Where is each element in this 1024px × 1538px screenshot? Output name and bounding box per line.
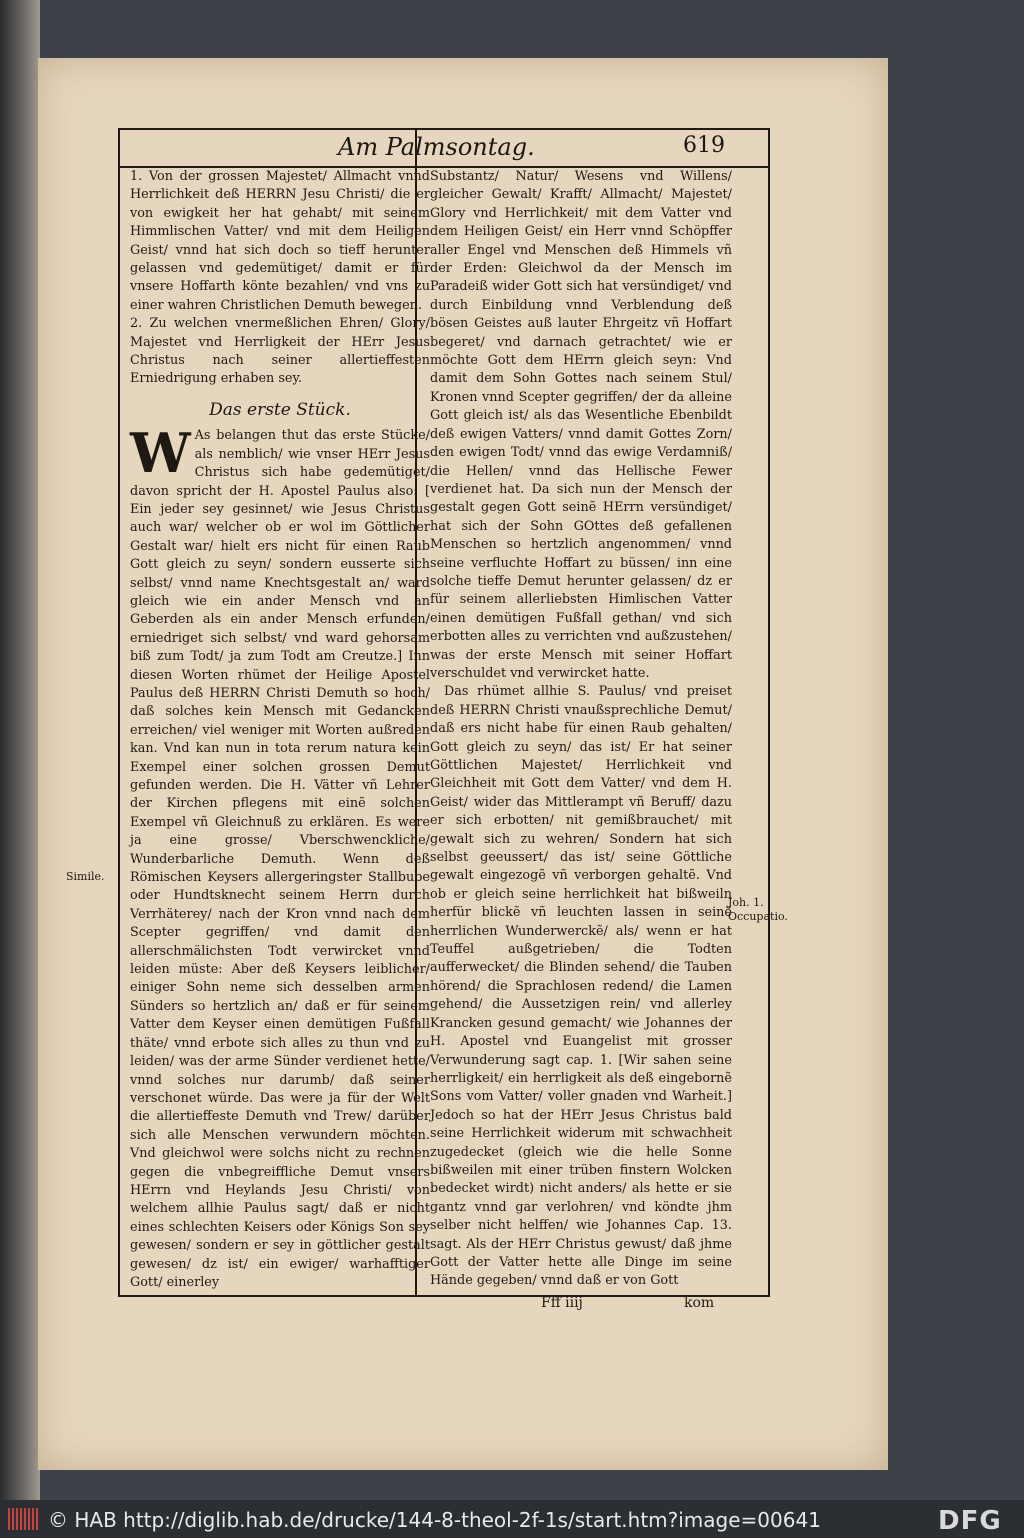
body-text: As belangen thut das erste Stücke/ als nemblich/ wie vnser HErr Jesus Christus sich habe gedemütiget/ davon spricht der H. Apostel Paulus also: [ Ein jeder sey gesinnet/ wie Jesus Christus auch war/ welcher ob er wol im Göttlicher Gestalt war/ hielt ers nicht für einen Raub Gott gleich zu seyn/ sondern eusserte sich selbst/ vnnd name Knechtsgestalt an/ ward gleich wie ein ander Mensch vnd an Geberden als ein ander Mensch erfunden/ erniedriget sich selbst/ vnd ward gehorsam biß zum Todt/ ja zum Todt am Creutze.] Inn diesen Worten rhümet der Heilige Apostel Paulus deß HERRN Christi Demuth so hoch/ daß solches kein Mensch mit Gedancken erreichen/ viel weniger mit Worten außreden kan. Vnd kan nun in tota rerum natura kein Exempel einer solchen grossen Demut gefunden werden. Die H. Vätter vñ Lehrer der Kirchen pflegens mit einẽ solchen Exempel vñ Gleichnuß zu erklären. Es were ja eine grosse/ Vberschwenckliche/ Wunderbarliche Demuth. Wenn deß Römischen Keysers allergeringster Stallbube oder Hundtsknecht seinem Herrn durch Verrhäterey/ nach der Kron vnnd nach dem Scepter gegriffen/ vnd damit den allerschmälichsten Todt verwircket vnnd leiden müste: Aber deß Keysers leiblicher/ einiger Sohn neme sich desselben armen Sünders so hertzlich an/ daß er für seinem Vatter dem Keyser einen demütigen Fußfall thäte/ vnnd erbote sich alles zu thun vnd zu leiden/ was der arme Sünder verdienet hette/ vnnd solches nur darumb/ daß seiner verschonet würde. Das were ja für der Welt die allertieffeste Demuth vnd Trew/ darüber sich alle Menschen verwundern möchten. Vnd gleichwol were solchs nicht zu rechnen gegen die vnbegreiffliche Demut vnsers HErrn vnd Heylands Jesu Christi/ von welchem allhie Paulus sagt/ daß er nicht eines schlechten Keisers oder Königs Son sey gewesen/ sondern er sey in göttlicher gestalt gewesen/ dz ist/ ein ewiger/ warhafftiger Gott/ einerley <box>130 428 430 1290</box>
right-paragraph-one: Substantz/ Natur/ Wesens vnd Willens/ gleicher Gewalt/ Krafft/ Allmacht/ Majestet/ Glory vnd Herrlichkeit/ mit dem Vatter vnd dem Heiligen Geist/ ein Herr vnnd Schöpffer aller Engel vnd Menschen deß Himmels vñ der Erden: Gleichwol da der Mensch im Paradeiß wider Gott sich hat versündiget/ vnd durch Einbildung vnnd Verblendung deß bösen Geistes auß lauter Ehrgeitz vñ Hoffart begeret/ vnd darnach getrachtet/ wie er möchte Gott dem HErrn gleich seyn: Vnd damit dem Sohn Gottes nach seinem Stul/ Kronen vnnd Scepter gegriffen/ der da alleine Gott gleich ist/ als das Wesentliche Ebenbildt deß ewigen Vatters/ vnnd damit Gottes Zorn/ den ewigen Todt/ vnnd das ewige Verdamniß/ die Hellen/ vnnd das Hellische Fewer verdienet hat. Da sich nun der Mensch der gestalt gegen Gott seinẽ HErrn versündiget/ hat sich der Sohn GOttes deß gefallenen Menschen so hertzlich angenommen/ vnnd seine verfluchte Hoffart zu büssen/ inn eine solche tieffe Demut herunter gelassen/ dz er für seinem allerliebsten Himlischen Vatter einen demütigen Fußfall gethan/ vnd sich erbotten alles zu verrichten vnd außzustehen/ was der erste Mensch mit seiner Hoffart verschuldet vnd verwircket hatte. <box>430 169 732 681</box>
point-one: 1. Von der grossen Majestet/ Allmacht vnnd Herrlichkeit deß HERRN Jesu Christi/ die er von ewigkeit her hat gehabt/ mit seinem Himmlischen Vatter/ vnd mit dem Heiligen Geist/ vnnd hat sich doch so tieff herunter gelassen vnd gedemütiget/ damit er für vnsere Hoffarth könte bezahlen/ vnd vns zu einer wahren Christlichen Demuth bewegen. <box>130 169 430 313</box>
margin-note-occupatio: Occupatio. <box>728 910 788 923</box>
barcode-icon <box>8 1508 40 1530</box>
right-column <box>430 168 732 1291</box>
right-paragraph-two: Das rhümet allhie S. Paulus/ vnd preiset deß HERRN Christi vnaußsprechliche Demut/ daß ers nicht habe für einen Raub gehalten/ Gott gleich zu seyn/ das ist/ Er hat seiner Göttlichen Majestet/ Herrlichkeit vnd Gleichheit mit Gott dem Vatter/ vnd dem H. Geist/ wider das Mittlerampt vñ Beruff/ dazu er sich erbotten/ nit gemißbrauchet/ mit gewalt sich zu wehren/ Sondern hat sich selbst geeussert/ das ist/ seine Göttliche gewalt eingezogẽ vñ verborgen gehaltẽ. Vnd ob er gleich seine herrlichkeit hat bißweiln herfür blickẽ vñ leuchten lassen in seinẽ herrlichen Wunderwerckẽ/ als/ wenn er hat Teuffel außgetrieben/ die Todten aufferwecket/ die Blinden sehend/ die Tauben hörend/ die Sprachlosen redend/ die Lamen gehend/ die Aussetzigen rein/ vnd allerley Krancken gesund gemacht/ wie Johannes der H. Apostel vnd Euangelist mit grosser Verwunderung sagt cap. 1. [Wir sahen seine herrligkeit/ ein herrligkeit als deß eingebornẽ Sons vom Vatter/ voller gnaden vnd Warheit.] Jedoch so hat der HErr Jesus Christus bald seine Herrlichkeit widerum mit schwachheit zugedecket (gleich wie die helle Sonne bißweilen mit einer trüben finstern Wolcken bedecket wirdt) nicht anders/ als hette er sie gantz vnnd gar verlohren/ vnd köndte jhm selber nicht helffen/ wie Johannes Cap. 13. sagt. Als der HErr Christus gewust/ daß jhme Gott der Vatter hette alle Dinge im seine Hände gegeben/ vnnd daß er von Gott <box>430 684 732 1289</box>
drop-cap: W <box>130 421 191 486</box>
section-heading: Das erste Stück. <box>209 399 351 420</box>
book-edge <box>0 0 40 1500</box>
dfg-logo: DFG <box>938 1506 1002 1536</box>
catchword: kom <box>684 1295 715 1311</box>
copyright-link[interactable]: © HAB http://diglib.hab.de/drucke/144-8-theol-2f-1s/start.htm?image=00641 <box>48 1508 821 1532</box>
signature-mark: Fff iiij <box>541 1295 583 1311</box>
left-column <box>130 168 430 1292</box>
margin-note-simile: Simile. <box>66 870 105 883</box>
body-paragraph <box>130 421 430 1292</box>
running-head: Am Palmsontag. <box>338 133 535 161</box>
book-page <box>38 58 888 1470</box>
point-two: 2. Zu welchen vnermeßlichen Ehren/ Glory/ Majestet vnd Herrligkeit der HErr Jesus Christus nach seiner allertieffesten Erniedrigung erhaben sey. <box>130 316 430 387</box>
page-number: 619 <box>683 133 725 158</box>
margin-note-ref: Joh. 1. <box>728 896 764 909</box>
